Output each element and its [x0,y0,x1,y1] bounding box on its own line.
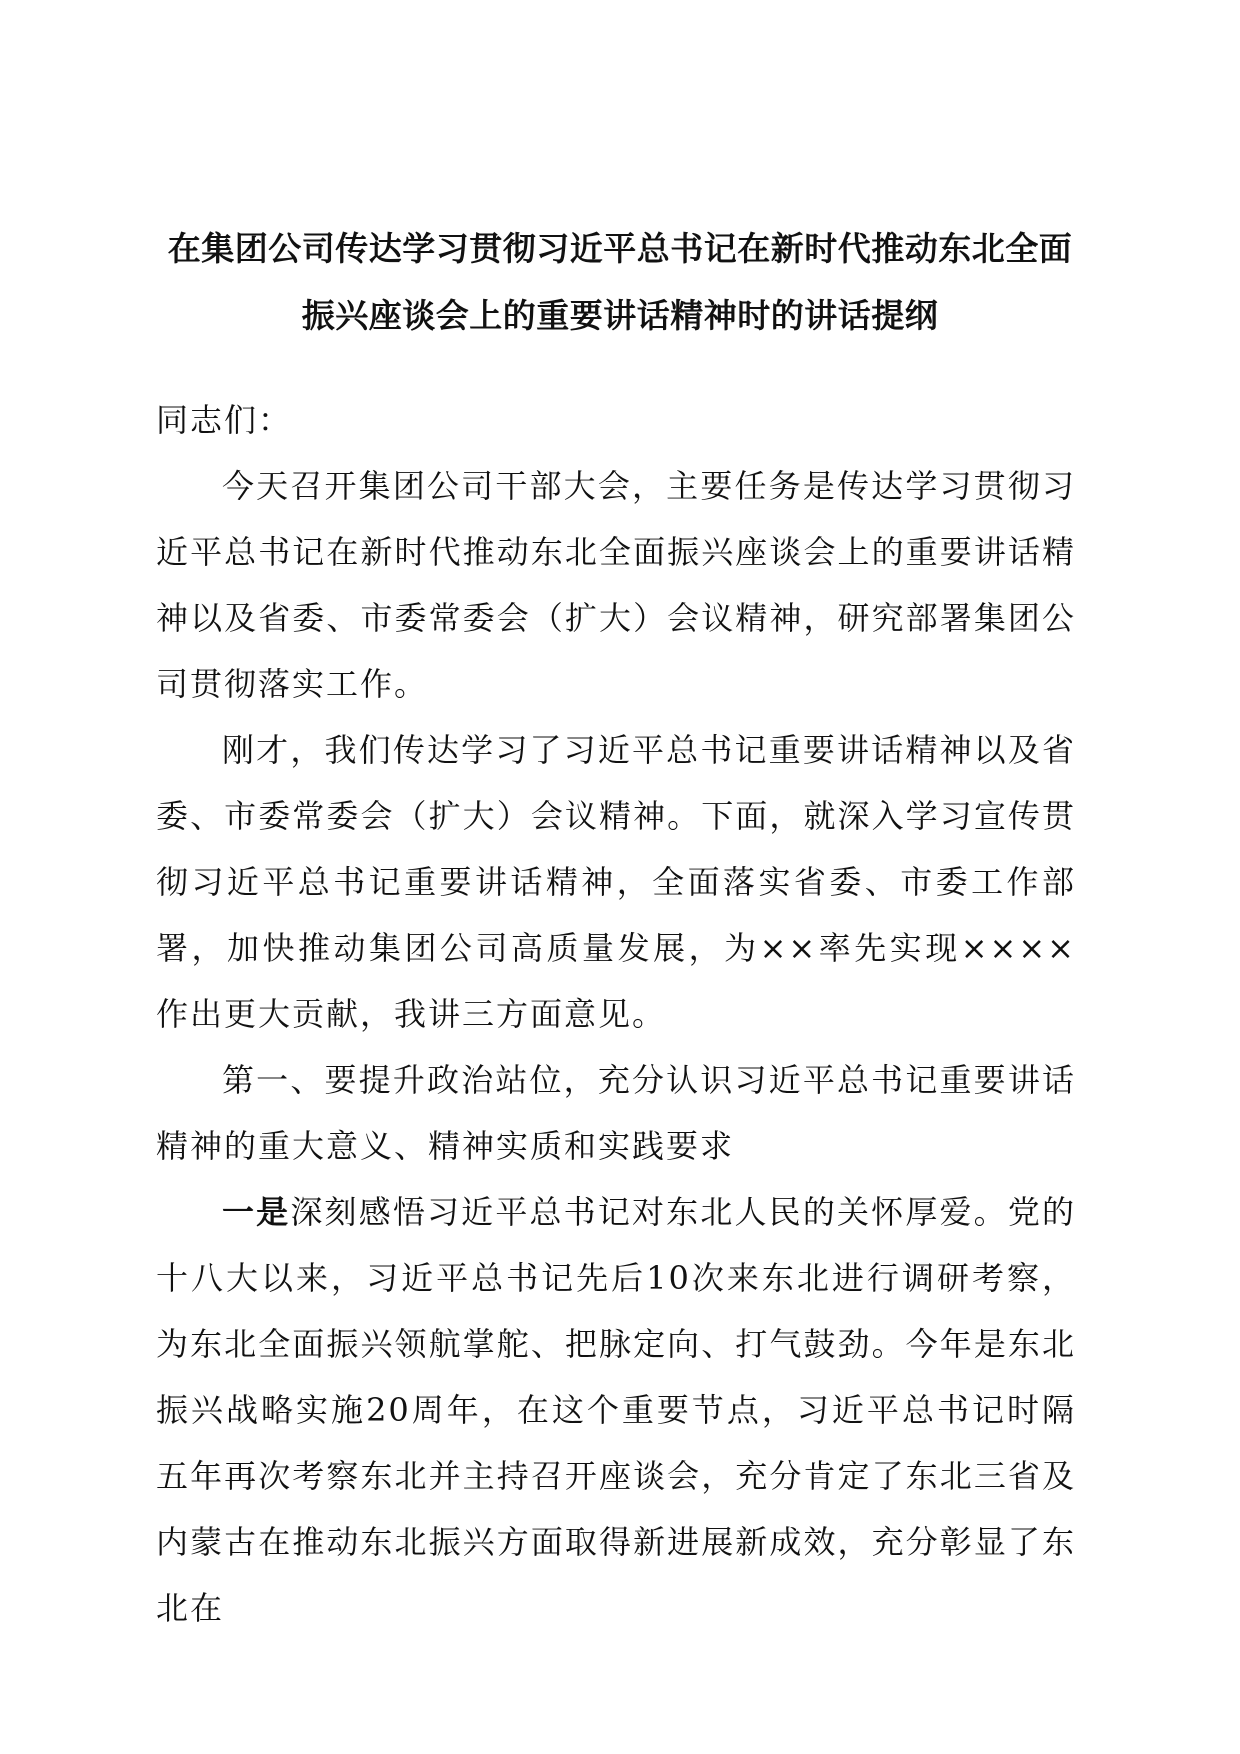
document-title [150,215,1090,349]
paragraph-point-one [156,1179,1076,1641]
salutation: 同志们： [156,401,293,439]
point-one-lead: 一是 [222,1193,291,1231]
paragraph-opening: 今天召开集团公司干部大会，主要任务是传达学习贯彻习近平总书记在新时代推动东北全面振兴座谈会上的重要讲话精神以及省委、市委常委会（扩大）会议精神，研究部署集团公司贯彻落实工作。 [156,467,1076,703]
paragraph-transition: 刚才，我们传达学习了习近平总书记重要讲话精神以及省委、市委常委会（扩大）会议精神。下面，就深入学习宣传贯彻习近平总书记重要讲话精神，全面落实省委、市委工作部署，加快推动集团公司高质量发展，为××率先实现××××作出更大贡献，我讲三方面意见。 [156,731,1076,1033]
section-heading-first: 第一、要提升政治站位，充分认识习近平总书记重要讲话精神的重大意义、精神实质和实践要求 [156,1061,1076,1165]
point-one-text: 深刻感悟习近平总书记对东北人民的关怀厚爱。党的十八大以来，习近平总书记先后10次来东北进行调研考察，为东北全面振兴领航掌舵、把脉定向、打气鼓劲。今年是东北振兴战略实施20周年，在这个重要节点，习近平总书记时隔五年再次考察东北并主持召开座谈会，充分肯定了东北三省及内蒙古在推动东北振兴方面取得新进展新成效，充分彰显了东北在 [156,1193,1076,1627]
title-line-1: 在集团公司传达学习贯彻习近平总书记在新时代推动东北全面 [167,229,1073,268]
document-body [156,387,1076,1641]
title-line-2: 振兴座谈会上的重要讲话精神时的讲话提纲 [301,296,939,335]
